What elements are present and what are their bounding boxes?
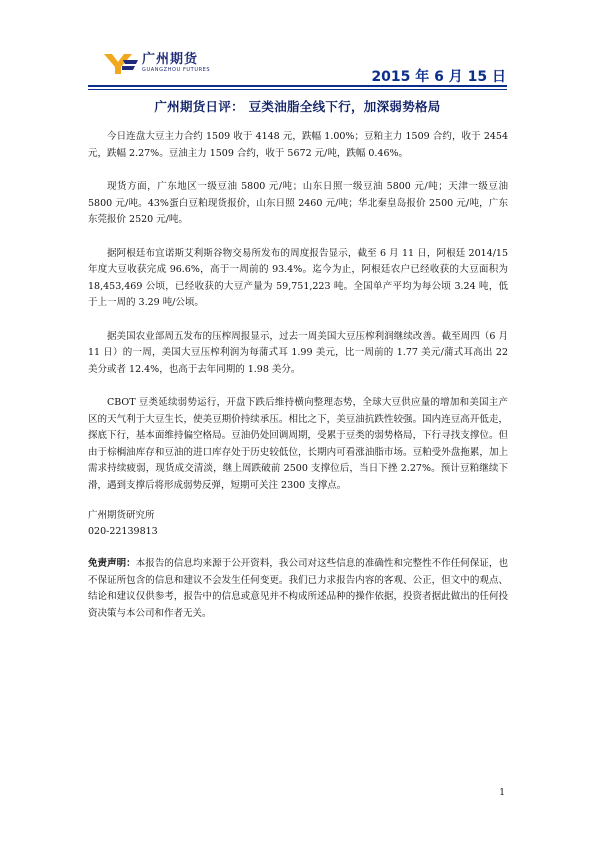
- header-rule-thin: [88, 89, 507, 90]
- disclaimer-text: 本报告的信息均来源于公开资料，我公司对这些信息的准确性和完整性不作任何保证，也不保证所包含的信息和建议不会发生任何变更。我们已力求报告内容的客观、公正，但文中的观点、结论和建议仅供参考，报告中的信息或意见并不构成所述品种的操作依据，投资者据此做出的任何投资决策与本公司和作者无关。: [88, 558, 508, 619]
- disclaimer: [88, 556, 508, 622]
- contact-org: 广州期货研究所: [88, 510, 155, 521]
- company-logo: [104, 50, 210, 76]
- contact-block: [88, 508, 508, 540]
- logo-name-en: GUANGZHOU FUTURES: [142, 67, 211, 73]
- paragraph-spot-prices: 现货方面，广东地区一级豆油 5800 元/吨；山东日照一级豆油 5800 元/吨；天津一级豆油 5800 元/吨。43%蛋白豆粕现货报价，山东日照 2460 元/吨；华北秦皇岛报价 2500 元/吨，广东东莞报价 2520 元/吨。: [88, 181, 508, 225]
- report-title: 广州期货日评： 豆类油脂全线下行，加深弱势格局: [154, 99, 441, 114]
- contact-phone: 020-22139813: [88, 526, 158, 537]
- page-number: 1: [499, 788, 505, 798]
- disclaimer-label: 免责声明：: [88, 558, 136, 569]
- logo-mark-icon: [104, 52, 138, 74]
- report-date: 2015 年 6 月 15 日: [371, 69, 506, 85]
- logo-name-cn: 广州期货: [142, 52, 199, 67]
- paragraph-argentina-harvest: 据阿根廷布宜诺斯艾利斯谷物交易所发布的周度报告显示，截至 6 月 11 日，阿根廷 2014/15 年度大豆收获完成 96.6%，高于一周前的 93.4%。迄今为止，阿根廷农户已经收获的大豆面积为 18,453,469 公顷，已经收获的大豆产量为 59,751,223 吨。全国单产平均为每公顷 3.24 吨，低于上一周的 3.29 吨/公顷。: [88, 247, 508, 308]
- header-rule: [88, 85, 507, 87]
- paragraph-usda-crush: 据美国农业部周五发布的压榨周报显示，过去一周美国大豆压榨利润继续改善。截至周四（6 月 11 日）的一周，美国大豆压榨利润为每蒲式耳 1.99 美元，比一周前的 1.77 美元/蒲式耳高出 22 美分或者 12.4%，也高于去年同期的 1.98 美分。: [88, 330, 508, 375]
- report-body: [88, 129, 508, 622]
- paragraph-market-close: 今日连盘大豆主力合约 1509 收于 4148 元，跌幅 1.00%；豆粕主力 1509 合约，收于 2454 元，跌幅 2.27%。豆油主力 1509 合约，收于 5672 元/吨，跌幅 0.46%。: [88, 131, 508, 159]
- paragraph-analysis: CBOT 豆类延续弱势运行，开盘下跌后维持横向整理态势，全球大豆供应量的增加和美国主产区的天气利于大豆生长，使美豆期价持续承压。相比之下，美豆油抗跌性较强。国内连豆高开低走，探底下行，基本面维持偏空格局。豆油仍处回调周期，受累于豆类的弱势格局，下行寻找支撑位。但由于棕榈油库存和豆油的进口库存处于历史较低位，长期内可看涨油脂市场。豆粕受外盘拖累，加上需求持续疲弱，现货成交清淡，继上周跌破前 2500 支撑位后，当日下挫 2.27%。预计豆粕继续下滑，遇到支撑后将形成弱势反弹，短期可关注 2300 支撑点。: [88, 397, 508, 491]
